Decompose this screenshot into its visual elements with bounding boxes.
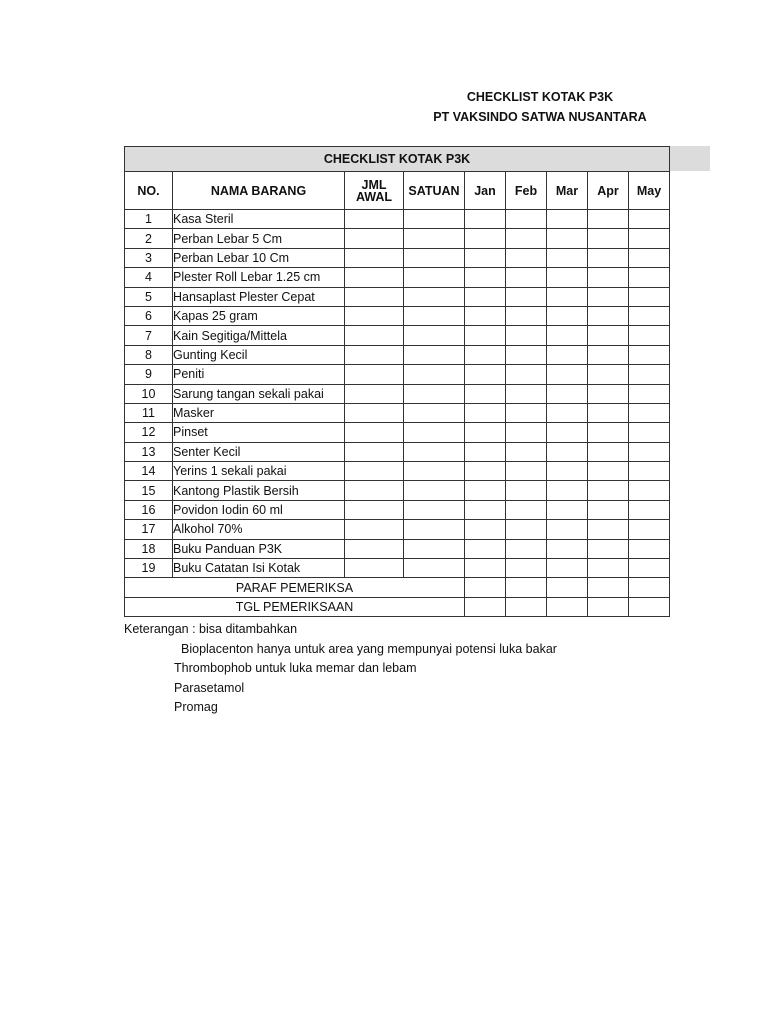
apr-check-cell[interactable] [588,365,629,384]
jml-awal-cell[interactable] [345,384,404,403]
item-name: Kantong Plastik Bersih [173,481,345,500]
row-number: 7 [125,326,173,345]
may-check-cell[interactable] [629,326,670,345]
jan-check-cell[interactable] [465,462,506,481]
jan-check-cell[interactable] [465,520,506,539]
row-number: 19 [125,559,173,578]
mar-paraf-cell[interactable] [547,578,588,597]
feb-check-cell[interactable] [506,268,547,287]
satuan-cell[interactable] [404,306,465,325]
mar-check-cell[interactable] [547,326,588,345]
apr-check-cell[interactable] [588,481,629,500]
item-name: Senter Kecil [173,442,345,461]
apr-check-cell[interactable] [588,248,629,267]
feb-check-cell[interactable] [506,365,547,384]
header-fill-extension [668,146,710,171]
satuan-cell[interactable] [404,403,465,422]
satuan-cell[interactable] [404,248,465,267]
table-row [125,287,670,306]
item-name: Kain Segitiga/Mittela [173,326,345,345]
row-number: 14 [125,462,173,481]
may-check-cell[interactable] [629,442,670,461]
mar-check-cell[interactable] [547,384,588,403]
row-number: 17 [125,520,173,539]
row-number: 3 [125,248,173,267]
satuan-cell[interactable] [404,210,465,229]
satuan-cell[interactable] [404,500,465,519]
satuan-cell[interactable] [404,326,465,345]
col-header-awal: AWAL [355,189,393,204]
note-item: Thrombophob untuk luka memar dan lebam [174,661,417,675]
satuan-cell[interactable] [404,229,465,248]
col-header-jml: JML [361,177,387,192]
jml-awal-cell[interactable] [345,500,404,519]
item-name: Alkohol 70% [173,520,345,539]
may-check-cell[interactable] [629,559,670,578]
mar-check-cell[interactable] [547,559,588,578]
note-item: Parasetamol [174,680,245,695]
mar-check-cell[interactable] [547,287,588,306]
row-number: 10 [125,384,173,403]
satuan-cell[interactable] [404,384,465,403]
jan-check-cell[interactable] [465,229,506,248]
satuan-cell[interactable] [404,442,465,461]
feb-paraf-cell[interactable] [506,578,547,597]
row-number: 15 [125,481,173,500]
jan-check-cell[interactable] [465,403,506,422]
satuan-cell[interactable] [404,345,465,364]
jml-awal-cell[interactable] [345,287,404,306]
may-check-cell[interactable] [629,520,670,539]
jml-awal-cell[interactable] [345,248,404,267]
feb-check-cell[interactable] [506,520,547,539]
feb-check-cell[interactable] [506,462,547,481]
feb-check-cell[interactable] [506,326,547,345]
mar-check-cell[interactable] [547,365,588,384]
table-row [125,384,670,403]
feb-check-cell[interactable] [506,423,547,442]
col-header-mar: Mar [547,172,588,210]
item-name: Peniti [173,365,345,384]
jan-check-cell[interactable] [465,423,506,442]
table-row [125,268,670,287]
row-number: 16 [125,500,173,519]
may-check-cell[interactable] [629,423,670,442]
col-header-jml-awal [345,172,404,210]
may-check-cell[interactable] [629,229,670,248]
jan-check-cell[interactable] [465,442,506,461]
feb-check-cell[interactable] [506,539,547,558]
tgl-pemeriksaan-label: TGL PEMERIKSAAN [125,597,465,616]
feb-check-cell[interactable] [506,345,547,364]
jan-check-cell[interactable] [465,210,506,229]
feb-check-cell[interactable] [506,403,547,422]
may-tgl-cell[interactable] [629,597,670,616]
jml-awal-cell[interactable] [345,442,404,461]
item-name: Masker [173,403,345,422]
may-check-cell[interactable] [629,539,670,558]
jan-check-cell[interactable] [465,384,506,403]
item-name: Gunting Kecil [173,345,345,364]
jml-awal-cell[interactable] [345,462,404,481]
may-check-cell[interactable] [629,500,670,519]
may-check-cell[interactable] [629,462,670,481]
row-number: 9 [125,365,173,384]
mar-check-cell[interactable] [547,442,588,461]
satuan-cell[interactable] [404,520,465,539]
satuan-cell[interactable] [404,423,465,442]
apr-check-cell[interactable] [588,326,629,345]
item-name: Povidon Iodin 60 ml [173,500,345,519]
col-header-apr: Apr [588,172,629,210]
jml-awal-cell[interactable] [345,210,404,229]
jan-check-cell[interactable] [465,326,506,345]
notes-section [124,620,557,718]
notes-intro: Keterangan : bisa ditambahkan [124,622,298,636]
item-name: Plester Roll Lebar 1.25 cm [173,268,345,287]
row-number: 2 [125,229,173,248]
may-check-cell[interactable] [629,268,670,287]
satuan-cell[interactable] [404,559,465,578]
item-name: Sarung tangan sekali pakai [173,384,345,403]
col-header-may: May [629,172,670,210]
satuan-cell[interactable] [404,462,465,481]
jml-awal-cell[interactable] [345,403,404,422]
may-paraf-cell[interactable] [629,578,670,597]
may-check-cell[interactable] [629,210,670,229]
mar-check-cell[interactable] [547,500,588,519]
apr-tgl-cell[interactable] [588,597,629,616]
apr-check-cell[interactable] [588,539,629,558]
table-row [125,423,670,442]
col-header-feb: Feb [506,172,547,210]
tgl-pemeriksaan-row [125,597,670,616]
apr-check-cell[interactable] [588,423,629,442]
feb-tgl-cell[interactable] [506,597,547,616]
apr-check-cell[interactable] [588,306,629,325]
table-row [125,248,670,267]
jml-awal-cell[interactable] [345,345,404,364]
jan-check-cell[interactable] [465,365,506,384]
item-name: Perban Lebar 10 Cm [173,248,345,267]
table-row [125,306,670,325]
table-row [125,481,670,500]
jan-check-cell[interactable] [465,287,506,306]
item-name: Buku Panduan P3K [173,539,345,558]
jan-paraf-cell[interactable] [465,578,506,597]
feb-check-cell[interactable] [506,481,547,500]
mar-check-cell[interactable] [547,481,588,500]
satuan-cell[interactable] [404,539,465,558]
apr-check-cell[interactable] [588,287,629,306]
jan-check-cell[interactable] [465,481,506,500]
table-row [125,442,670,461]
may-check-cell[interactable] [629,481,670,500]
jml-awal-cell[interactable] [345,481,404,500]
jml-awal-cell[interactable] [345,365,404,384]
jml-awal-cell[interactable] [345,306,404,325]
jml-awal-cell[interactable] [345,520,404,539]
jan-check-cell[interactable] [465,559,506,578]
note-item: Promag [174,700,218,714]
item-name: Hansaplast Plester Cepat [173,287,345,306]
may-check-cell[interactable] [629,287,670,306]
apr-check-cell[interactable] [588,500,629,519]
item-name: Kapas 25 gram [173,306,345,325]
col-header-name: NAMA BARANG [173,172,345,210]
table-row [125,539,670,558]
row-number: 4 [125,268,173,287]
jan-check-cell[interactable] [465,248,506,267]
jan-check-cell[interactable] [465,268,506,287]
satuan-cell[interactable] [404,481,465,500]
jml-awal-cell[interactable] [345,229,404,248]
mar-check-cell[interactable] [547,520,588,539]
mar-check-cell[interactable] [547,539,588,558]
table-header-row [125,172,670,210]
item-name: Perban Lebar 5 Cm [173,229,345,248]
paraf-pemeriksa-label: PARAF PEMERIKSA [125,578,465,597]
apr-check-cell[interactable] [588,384,629,403]
apr-check-cell[interactable] [588,229,629,248]
mar-check-cell[interactable] [547,248,588,267]
row-number: 5 [125,287,173,306]
row-number: 12 [125,423,173,442]
apr-check-cell[interactable] [588,559,629,578]
jan-check-cell[interactable] [465,500,506,519]
row-number: 18 [125,539,173,558]
item-name: Buku Catatan Isi Kotak [173,559,345,578]
mar-check-cell[interactable] [547,306,588,325]
satuan-cell[interactable] [404,365,465,384]
apr-check-cell[interactable] [588,268,629,287]
feb-check-cell[interactable] [506,500,547,519]
apr-check-cell[interactable] [588,345,629,364]
mar-check-cell[interactable] [547,229,588,248]
table-row [125,210,670,229]
row-number: 13 [125,442,173,461]
table-row [125,559,670,578]
table-row [125,326,670,345]
jan-tgl-cell[interactable] [465,597,506,616]
feb-check-cell[interactable] [506,287,547,306]
feb-check-cell[interactable] [506,442,547,461]
may-check-cell[interactable] [629,306,670,325]
table-row [125,462,670,481]
satuan-cell[interactable] [404,268,465,287]
row-number: 1 [125,210,173,229]
jan-check-cell[interactable] [465,539,506,558]
feb-check-cell[interactable] [506,229,547,248]
table-row [125,500,670,519]
jan-check-cell[interactable] [465,306,506,325]
row-number: 11 [125,403,173,422]
table-row [125,229,670,248]
may-check-cell[interactable] [629,384,670,403]
company-name: PT VAKSINDO SATWA NUSANTARA [433,110,647,124]
may-check-cell[interactable] [629,248,670,267]
item-name: Pinset [173,423,345,442]
mar-check-cell[interactable] [547,268,588,287]
jml-awal-cell[interactable] [345,423,404,442]
table-title: CHECKLIST KOTAK P3K [125,147,670,172]
row-number: 8 [125,345,173,364]
paraf-pemeriksa-row [125,578,670,597]
jml-awal-cell[interactable] [345,539,404,558]
document-title: CHECKLIST KOTAK P3K [466,90,614,104]
item-name: Kasa Steril [173,210,345,229]
jml-awal-cell[interactable] [345,326,404,345]
table-row [125,365,670,384]
jan-check-cell[interactable] [465,345,506,364]
apr-check-cell[interactable] [588,520,629,539]
mar-check-cell[interactable] [547,462,588,481]
apr-check-cell[interactable] [588,442,629,461]
feb-check-cell[interactable] [506,306,547,325]
apr-paraf-cell[interactable] [588,578,629,597]
mar-check-cell[interactable] [547,423,588,442]
col-header-no: NO. [125,172,173,210]
apr-check-cell[interactable] [588,403,629,422]
satuan-cell[interactable] [404,287,465,306]
apr-check-cell[interactable] [588,462,629,481]
feb-check-cell[interactable] [506,559,547,578]
feb-check-cell[interactable] [506,384,547,403]
item-name: Yerins 1 sekali pakai [173,462,345,481]
mar-check-cell[interactable] [547,403,588,422]
feb-check-cell[interactable] [506,210,547,229]
mar-tgl-cell[interactable] [547,597,588,616]
may-check-cell[interactable] [629,403,670,422]
mar-check-cell[interactable] [547,210,588,229]
jml-awal-cell[interactable] [345,268,404,287]
checklist-table [124,146,670,617]
note-item: Bioplacenton hanya untuk area yang mempunyai potensi luka bakar [181,641,557,656]
table-row [125,345,670,364]
apr-check-cell[interactable] [588,210,629,229]
jml-awal-cell[interactable] [345,559,404,578]
may-check-cell[interactable] [629,345,670,364]
col-header-jan: Jan [465,172,506,210]
table-title-row [125,147,670,172]
row-number: 6 [125,306,173,325]
may-check-cell[interactable] [629,365,670,384]
feb-check-cell[interactable] [506,248,547,267]
table-row [125,403,670,422]
col-header-satuan: SATUAN [404,172,465,210]
mar-check-cell[interactable] [547,345,588,364]
table-row [125,520,670,539]
